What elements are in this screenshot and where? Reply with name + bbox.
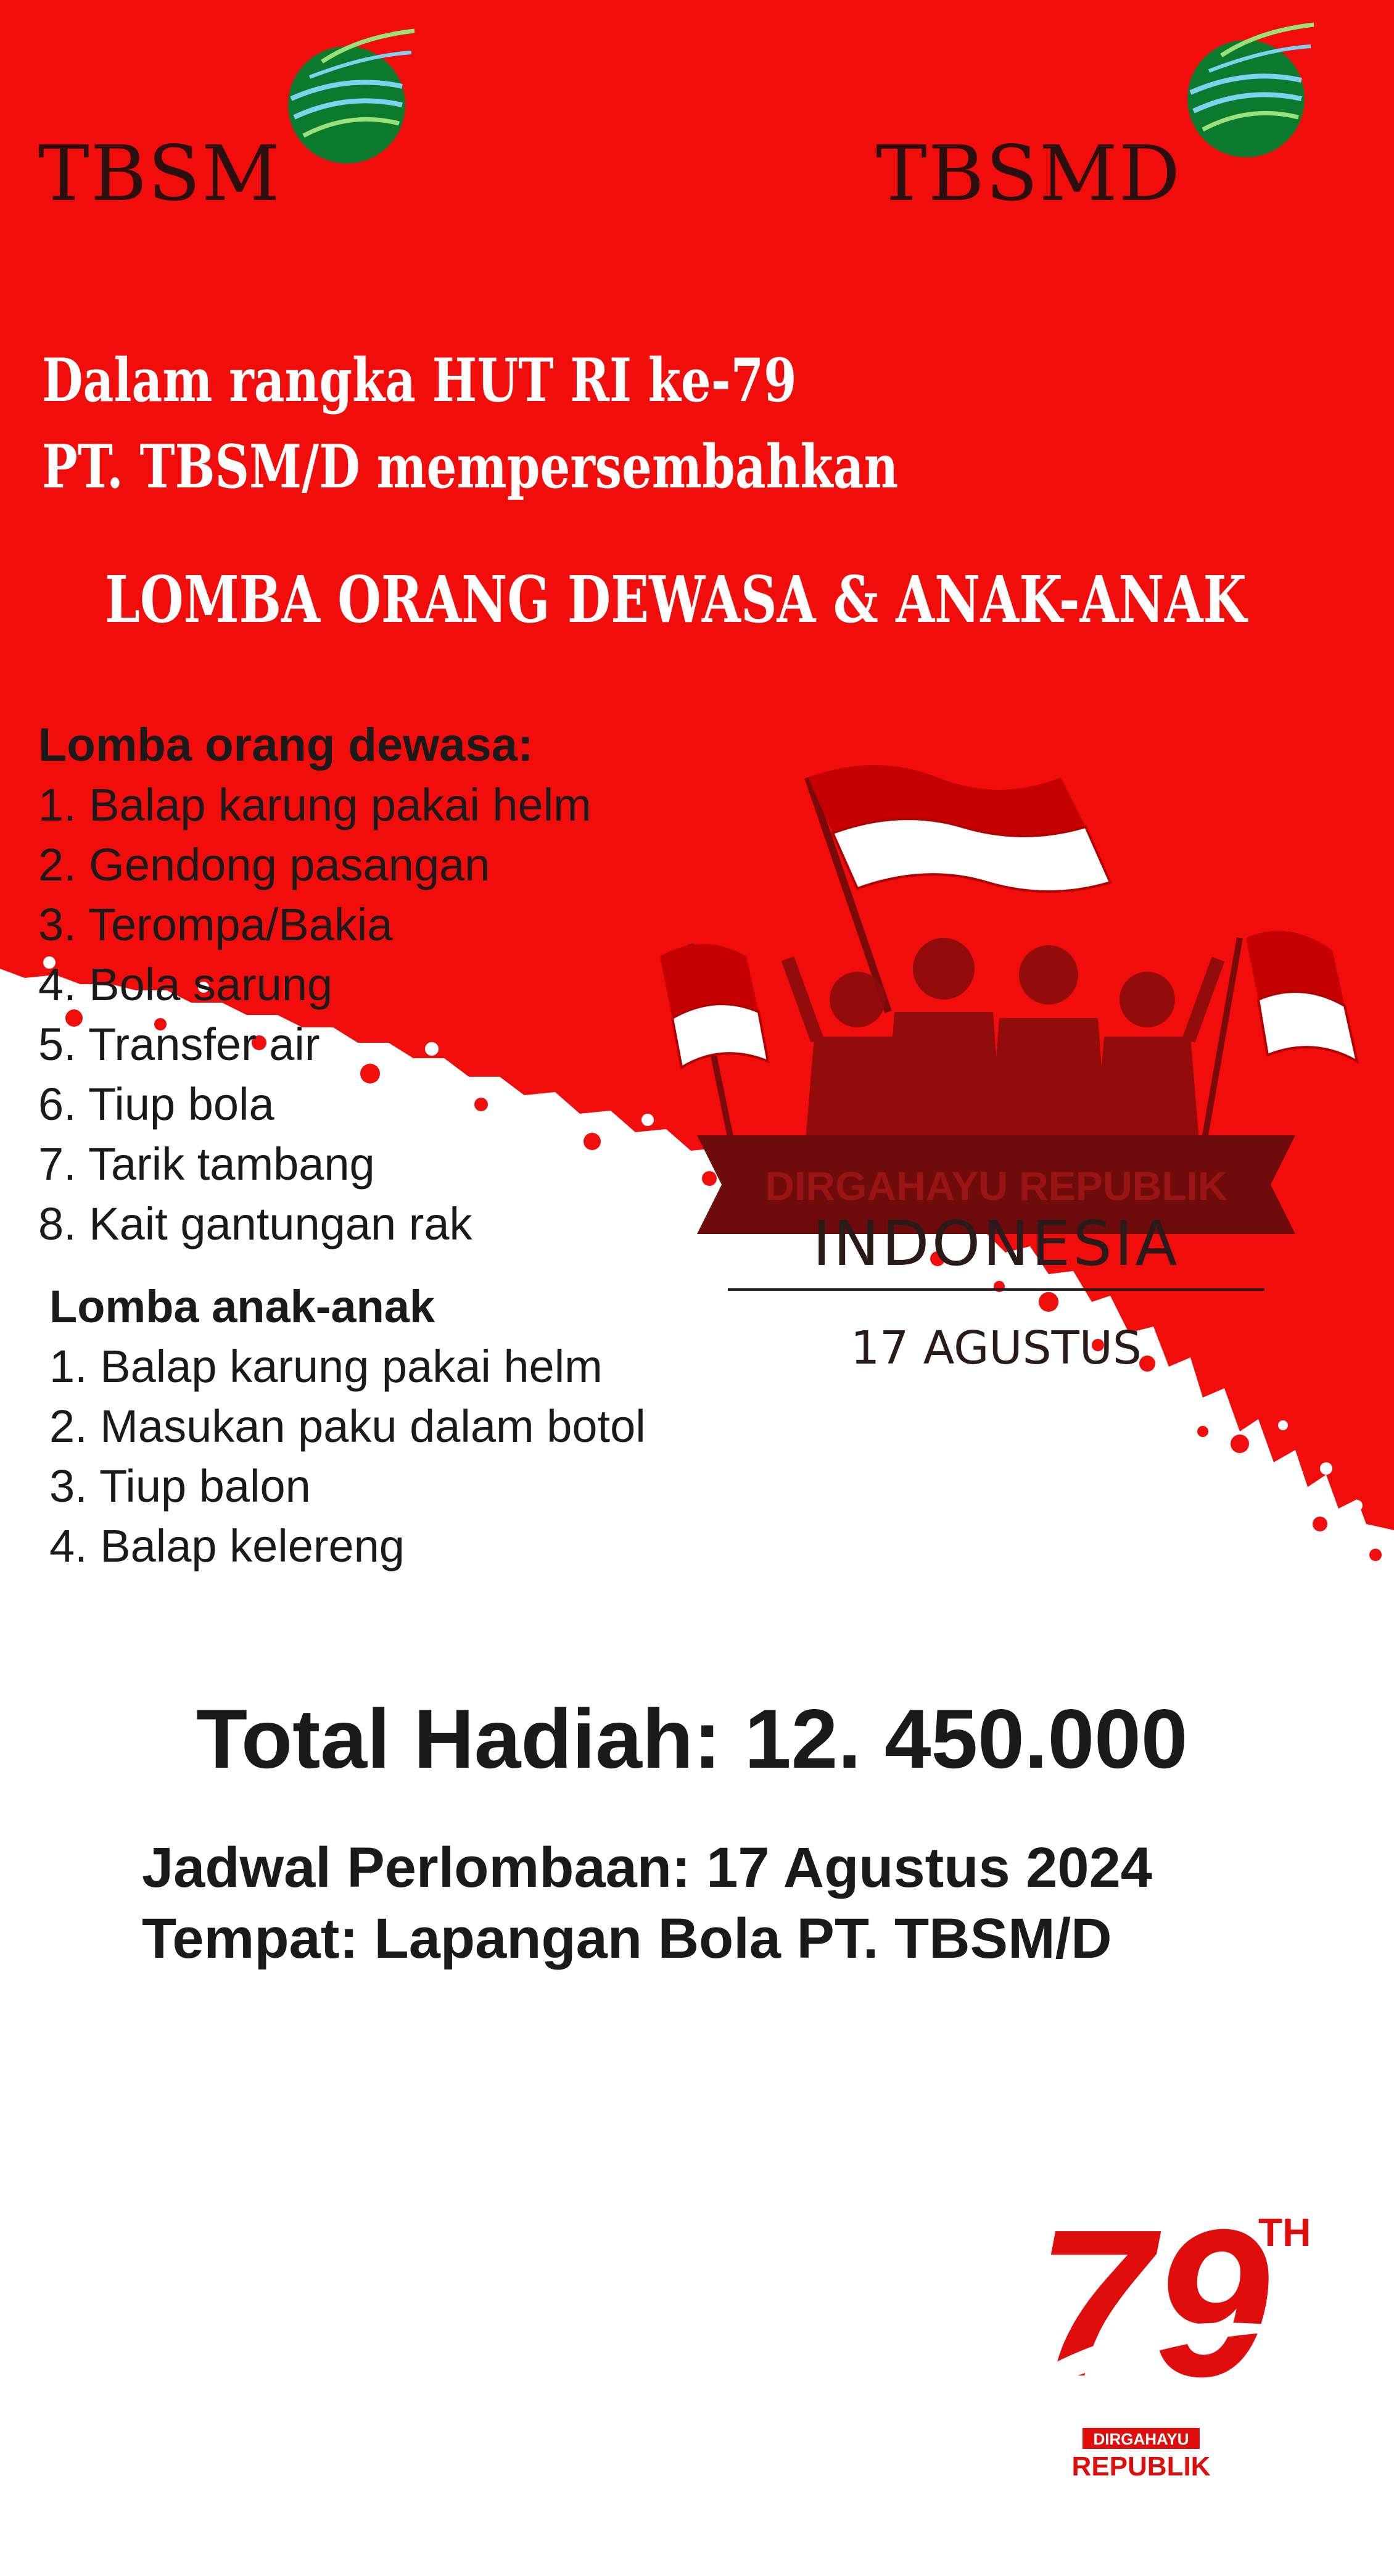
tbsmd-logo-text: TBSMD: [876, 130, 1182, 218]
list-item: 4. Balap kelereng: [49, 1520, 405, 1572]
tbsm-logo-text: TBSM: [38, 130, 281, 218]
country-text: INDONESIA: [812, 1207, 1180, 1280]
list-item: 8. Kait gantungan rak: [38, 1198, 472, 1249]
kids-list-heading: Lomba anak-anak: [49, 1281, 435, 1332]
palm-globe-icon: [1172, 19, 1320, 167]
schedule-date: Jadwal Perlombaan: 17 Agustus 2024: [142, 1836, 1152, 1899]
kids-competition-list: [49, 1277, 646, 1576]
banner-text: DIRGAHAYU REPUBLIK: [765, 1163, 1227, 1209]
list-item: 5. Transfer air: [38, 1019, 320, 1070]
adult-list-heading: Lomba orang dewasa:: [38, 719, 534, 771]
tbsmd-logo: [876, 19, 1345, 218]
list-item: 1. Balap karung pakai helm: [38, 779, 592, 830]
badge-republik: REPUBLIK: [1071, 2451, 1211, 2482]
badge-suffix: TH: [1258, 2210, 1311, 2255]
total-prize: Total Hadiah: 12. 450.000: [196, 1692, 1188, 1786]
list-item: 2. Gendong pasangan: [38, 839, 490, 890]
main-title: LOMBA ORANG DEWASA & ANAK-ANAK: [105, 561, 1247, 637]
intro-line-1: Dalam rangka HUT RI ke-79: [42, 346, 797, 415]
tbsm-logo: [38, 25, 421, 218]
hut-79-badge: [1024, 2178, 1345, 2487]
list-item: 4. Bola sarung: [38, 959, 333, 1010]
list-item: 3. Tiup balon: [49, 1460, 311, 1512]
list-item: 6. Tiup bola: [38, 1079, 274, 1130]
list-item: 1. Balap karung pakai helm: [49, 1341, 603, 1392]
date-text: 17 AGUSTUS: [851, 1322, 1142, 1375]
intro-line-2: PT. TBSM/D mempersembahkan: [42, 432, 899, 502]
badge-number: 79: [1036, 2186, 1270, 2421]
adult-competition-list: [38, 716, 592, 1254]
list-item: 7. Tarik tambang: [38, 1138, 375, 1190]
independence-day-emblem: [654, 753, 1382, 1407]
venue: Tempat: Lapangan Bola PT. TBSM/D: [142, 1907, 1112, 1970]
palm-globe-icon: [273, 25, 421, 173]
badge-dirgahayu: DIRGAHAYU: [1093, 2430, 1189, 2448]
list-item: 2. Masukan paku dalam botol: [49, 1401, 646, 1452]
list-item: 3. Terompa/Bakia: [38, 899, 393, 950]
